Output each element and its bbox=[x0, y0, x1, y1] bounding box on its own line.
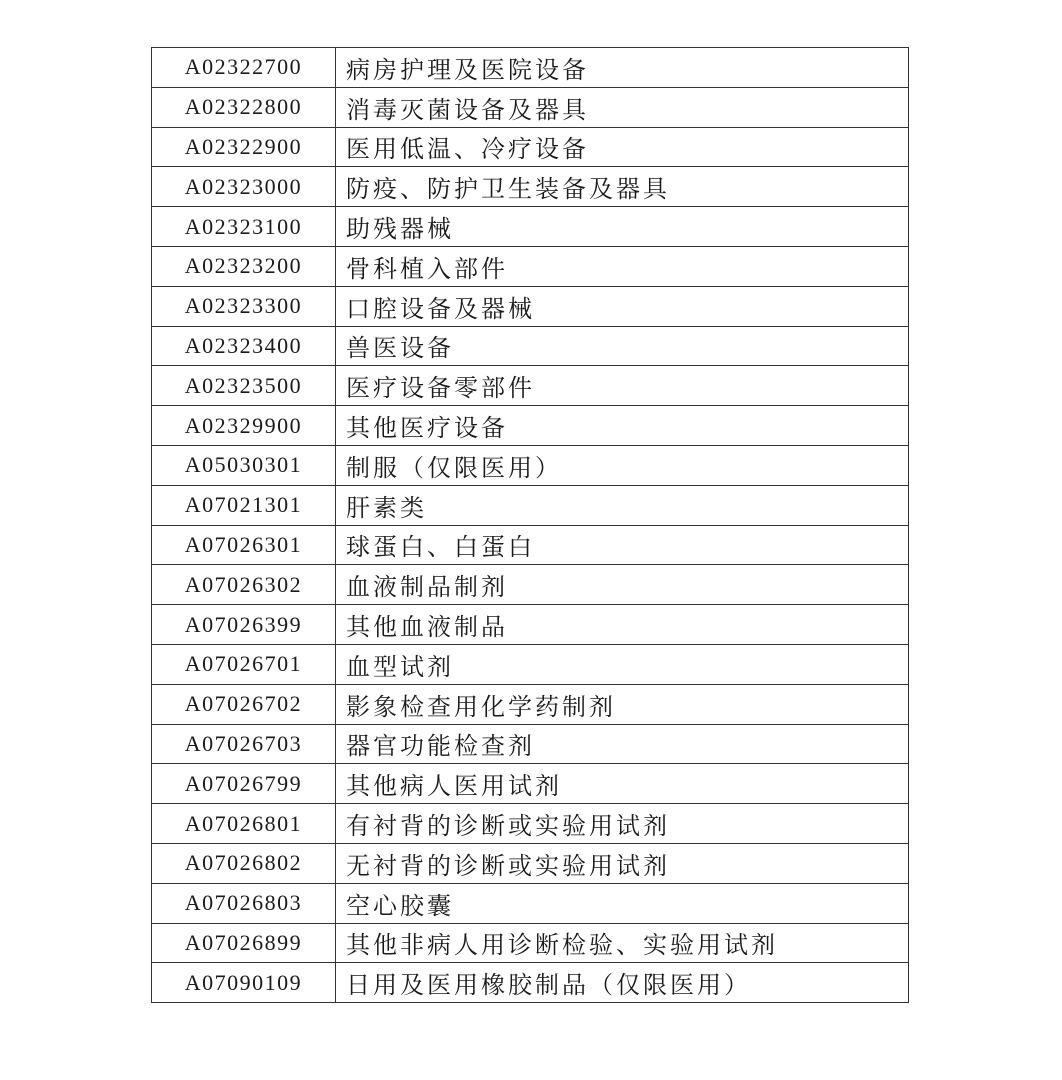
table-row bbox=[152, 445, 909, 485]
item-name-cell: 其他医疗设备 bbox=[336, 406, 909, 446]
table-row bbox=[152, 167, 909, 207]
item-code-cell: A07026899 bbox=[152, 923, 336, 963]
item-name-cell: 肝素类 bbox=[336, 485, 909, 525]
item-name-cell: 有衬背的诊断或实验用试剂 bbox=[336, 804, 909, 844]
item-code-cell: A07026701 bbox=[152, 644, 336, 684]
table-row bbox=[152, 923, 909, 963]
table-row bbox=[152, 87, 909, 127]
item-code-cell: A07026802 bbox=[152, 843, 336, 883]
item-name-cell: 医疗设备零部件 bbox=[336, 366, 909, 406]
catalog-table bbox=[151, 47, 909, 1003]
table-row bbox=[152, 644, 909, 684]
item-code-cell: A02323300 bbox=[152, 286, 336, 326]
item-code-cell: A02323000 bbox=[152, 167, 336, 207]
item-name-cell: 医用低温、冷疗设备 bbox=[336, 127, 909, 167]
item-name-cell: 器官功能检查剂 bbox=[336, 724, 909, 764]
item-code-cell: A02323100 bbox=[152, 207, 336, 247]
item-code-cell: A02322900 bbox=[152, 127, 336, 167]
table-row bbox=[152, 724, 909, 764]
table-row bbox=[152, 246, 909, 286]
table-row bbox=[152, 565, 909, 605]
table-row bbox=[152, 684, 909, 724]
table-row bbox=[152, 207, 909, 247]
item-name-cell: 骨科植入部件 bbox=[336, 246, 909, 286]
item-name-cell: 助残器械 bbox=[336, 207, 909, 247]
item-name-cell: 日用及医用橡胶制品（仅限医用） bbox=[336, 963, 909, 1003]
item-name-cell: 消毒灭菌设备及器具 bbox=[336, 87, 909, 127]
table-row bbox=[152, 406, 909, 446]
item-name-cell: 球蛋白、白蛋白 bbox=[336, 525, 909, 565]
item-code-cell: A02323500 bbox=[152, 366, 336, 406]
item-code-cell: A07026799 bbox=[152, 764, 336, 804]
table-row bbox=[152, 963, 909, 1003]
table-row bbox=[152, 127, 909, 167]
item-name-cell: 空心胶囊 bbox=[336, 883, 909, 923]
table-row bbox=[152, 485, 909, 525]
item-name-cell: 口腔设备及器械 bbox=[336, 286, 909, 326]
table-row bbox=[152, 605, 909, 645]
item-name-cell: 兽医设备 bbox=[336, 326, 909, 366]
item-code-cell: A07026399 bbox=[152, 605, 336, 645]
table-row bbox=[152, 286, 909, 326]
table-row bbox=[152, 366, 909, 406]
item-code-cell: A07026803 bbox=[152, 883, 336, 923]
item-code-cell: A07021301 bbox=[152, 485, 336, 525]
item-code-cell: A07026301 bbox=[152, 525, 336, 565]
table-row bbox=[152, 843, 909, 883]
item-code-cell: A02323400 bbox=[152, 326, 336, 366]
table-row bbox=[152, 525, 909, 565]
item-name-cell: 其他血液制品 bbox=[336, 605, 909, 645]
item-name-cell: 病房护理及医院设备 bbox=[336, 48, 909, 88]
item-code-cell: A02323200 bbox=[152, 246, 336, 286]
table-row bbox=[152, 326, 909, 366]
item-name-cell: 无衬背的诊断或实验用试剂 bbox=[336, 843, 909, 883]
table-row bbox=[152, 48, 909, 88]
item-name-cell: 血液制品制剂 bbox=[336, 565, 909, 605]
item-name-cell: 其他病人医用试剂 bbox=[336, 764, 909, 804]
item-name-cell: 其他非病人用诊断检验、实验用试剂 bbox=[336, 923, 909, 963]
item-code-cell: A05030301 bbox=[152, 445, 336, 485]
item-name-cell: 制服（仅限医用） bbox=[336, 445, 909, 485]
item-code-cell: A02329900 bbox=[152, 406, 336, 446]
item-name-cell: 影象检查用化学药制剂 bbox=[336, 684, 909, 724]
item-name-cell: 防疫、防护卫生装备及器具 bbox=[336, 167, 909, 207]
table-row bbox=[152, 764, 909, 804]
item-code-cell: A07090109 bbox=[152, 963, 336, 1003]
catalog-table-body bbox=[152, 48, 909, 1003]
item-code-cell: A07026702 bbox=[152, 684, 336, 724]
item-name-cell: 血型试剂 bbox=[336, 644, 909, 684]
item-code-cell: A07026703 bbox=[152, 724, 336, 764]
item-code-cell: A07026302 bbox=[152, 565, 336, 605]
item-code-cell: A02322700 bbox=[152, 48, 336, 88]
table-row bbox=[152, 883, 909, 923]
item-code-cell: A02322800 bbox=[152, 87, 336, 127]
table-row bbox=[152, 804, 909, 844]
item-code-cell: A07026801 bbox=[152, 804, 336, 844]
